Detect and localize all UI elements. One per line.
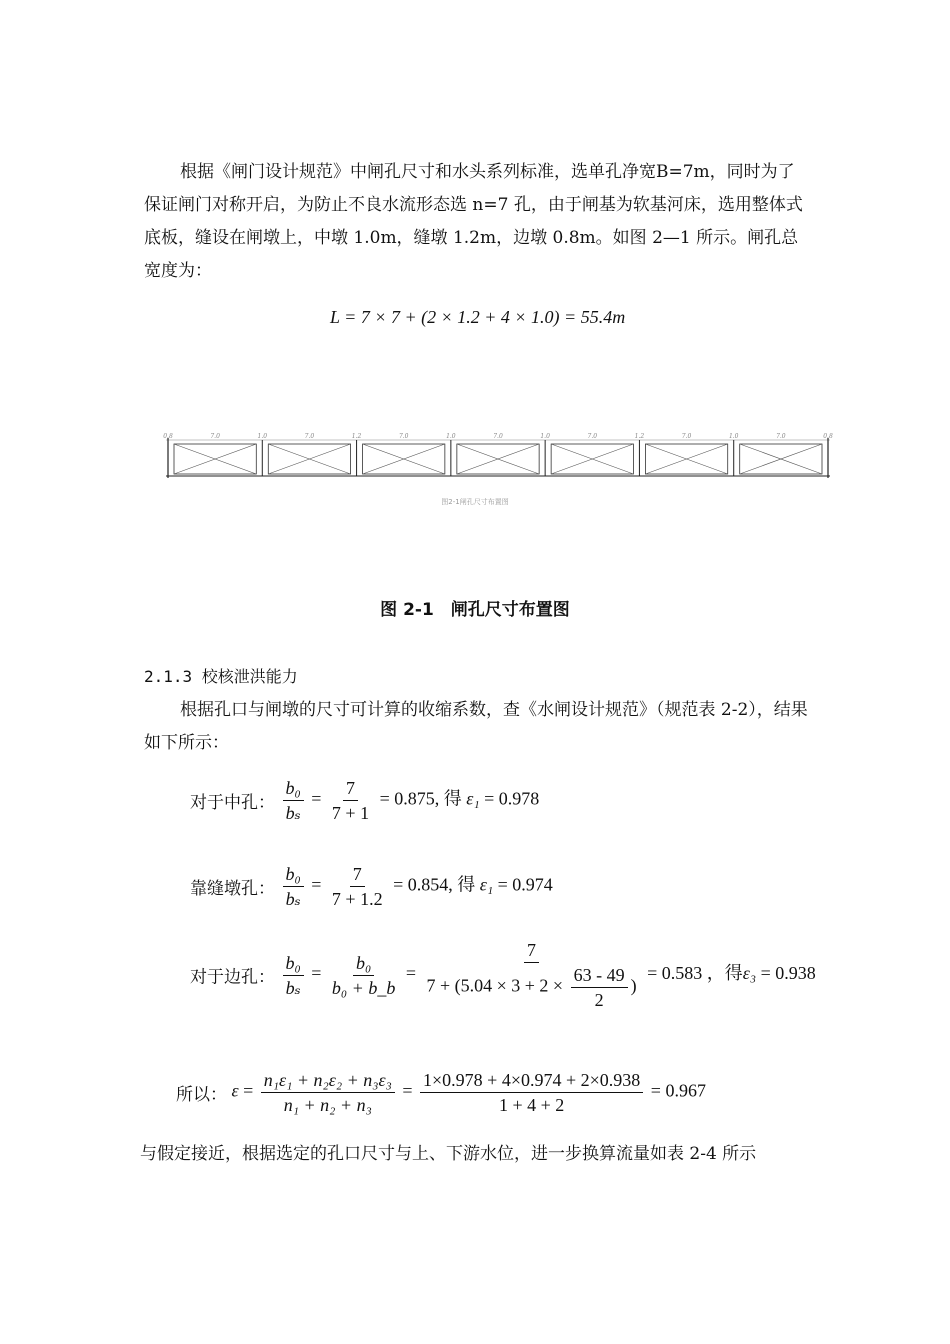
intro-paragraph bbox=[144, 156, 810, 288]
mid-result: = 0.875, 得 bbox=[379, 788, 462, 809]
total-num2: 1×0.978 + 4×0.974 + 2×0.938 bbox=[420, 1070, 643, 1093]
total-den: n₁ + n₂ + n₃ bbox=[283, 1095, 372, 1115]
edge-bay-equation: 对于边孔： $\frac{\text{b₀}}{\text{bₛ}}$ = $\frac{\text{b₀}}{\text{b₀ + b\_b}}$ = 7 7 + (5.04 × 3 + 2 × $\frac{63 - 49}{2}$ ) = 0.583 ，得ε₃ = 0.938 bbox=[190, 940, 816, 1010]
method-paragraph bbox=[144, 694, 810, 760]
total-den2: 1 + 4 + 2 bbox=[499, 1095, 565, 1115]
seam-eps: ε₁ bbox=[479, 874, 494, 895]
mid-bay-equation: 对于中孔： $\frac{\text{b₀}}{\text{bₛ}}$ = $\frac{7}{7 + 1}$ = 0.875, 得 ε₁ = 0.978 bbox=[190, 778, 540, 823]
dimension-label: 1.0 bbox=[540, 433, 550, 440]
mid-bay-label: 对于中孔： bbox=[190, 793, 275, 813]
method-text: 根据孔口与闸墩的尺寸可计算的收缩系数，查《水闸设计规范》（规范表 2-2），结果如下所示： bbox=[144, 700, 808, 753]
seam-eps-val: = 0.974 bbox=[497, 874, 553, 895]
mid-eps-val: = 0.978 bbox=[484, 788, 540, 809]
edge-result: = 0.583 bbox=[647, 963, 703, 984]
dimension-label: 7.0 bbox=[776, 433, 786, 440]
mid-num: 7 bbox=[343, 778, 358, 801]
intro-text: 根据《闸门设计规范》中闸孔尺寸和水头系列标准，选单孔净宽B=7m，同时为了保证闸门对称开启，为防止不良水流形态选 n=7 孔，由于闸基为软基河床，选用整体式底板，缝设在闸墩上，中墩 1.0m，缝墩 1.2m，边墩 0.8m。如图 2—1 所示。闸孔总宽度为： bbox=[144, 162, 803, 281]
dimension-label: 7.0 bbox=[493, 433, 503, 440]
ratio-num: b₀ bbox=[283, 778, 304, 801]
edge-eps-val: = 0.938 bbox=[760, 963, 816, 984]
dimension-label: 1.0 bbox=[257, 433, 268, 440]
dimension-label: 1.0 bbox=[728, 433, 739, 440]
figure-small-caption: 图2-1闸孔尺寸布置图 bbox=[441, 498, 509, 506]
ratio-den: bₛ bbox=[285, 977, 301, 998]
mid-den: 7 + 1 bbox=[331, 803, 370, 823]
edge-mid-den: b₀ + b_b bbox=[331, 977, 396, 998]
seam-pier-equation: 靠缝墩孔： $\frac{\text{b₀}}{\text{bₛ}}$ = $\frac{7}{7 + 1.2}$ = 0.854, 得 ε₁ = 0.974 bbox=[190, 864, 553, 909]
sluice-layout-figure bbox=[160, 430, 840, 490]
dimension-label: 0.8 bbox=[163, 433, 173, 440]
dimension-label: 1.2 bbox=[634, 433, 645, 440]
ratio-den: bₛ bbox=[285, 889, 301, 909]
seam-den: 7 + 1.2 bbox=[331, 889, 383, 909]
edge-inner-num: 63 - 49 bbox=[571, 965, 628, 988]
total-num: n₁ε₁ + n₂ε₂ + n₃ε₃ bbox=[261, 1070, 395, 1093]
total-coefficient-equation: 所以： ε = $\frac{\text{n₁ε₁ + n₂ε₂ + n₃ε₃}}{\text{n₁ + n₂ + n₃}}$ = $\frac{1\times 0.978 + 4\times 0.974 + 2\times 0.938}{1 + 4 + 2}$ = 0.967 bbox=[176, 1070, 706, 1115]
figure-caption: 图 2-1 闸孔尺寸布置图 bbox=[380, 600, 570, 620]
edge-label: 对于边孔： bbox=[190, 967, 275, 988]
dimension-label: 7.0 bbox=[681, 433, 692, 440]
section-heading: 2.1.3 校核泄洪能力 bbox=[144, 667, 298, 686]
conclusion-text: 与假定接近，根据选定的孔口尺寸与上、下游水位，进一步换算流量如表 2-4 所示 bbox=[140, 1144, 757, 1164]
total-eps: ε bbox=[231, 1080, 239, 1101]
edge-num: 7 bbox=[524, 940, 539, 963]
total-label: 所以： bbox=[176, 1085, 227, 1105]
dimension-label: 0.8 bbox=[823, 433, 833, 440]
edge-eps: ε₃ bbox=[742, 963, 757, 984]
mid-eps: ε₁ bbox=[466, 788, 480, 809]
edge-den: 7 + (5.04 × 3 + 2 × $\frac{63 - 49}{2}$ ) bbox=[426, 965, 637, 1010]
dimension-label: 7.0 bbox=[398, 433, 409, 440]
edge-de: ，得 bbox=[706, 963, 743, 984]
dimension-label: 7.0 bbox=[304, 433, 315, 440]
ratio-num: b₀ bbox=[283, 864, 304, 887]
dimension-label: 1.2 bbox=[351, 433, 362, 440]
dimension-label: 7.0 bbox=[210, 433, 220, 440]
total-width-equation: L = 7 × 7 + (2 × 1.2 + 4 × 1.0) = 55.4m bbox=[330, 307, 626, 327]
total-result: = 0.967 bbox=[650, 1080, 706, 1101]
conclusion-paragraph bbox=[140, 1138, 820, 1171]
edge-mid-num: b₀ bbox=[353, 953, 374, 976]
figure-bays bbox=[168, 438, 828, 478]
dimension-label: 7.0 bbox=[587, 433, 598, 440]
figure-dimension-labels bbox=[163, 433, 833, 440]
seam-num: 7 bbox=[350, 864, 365, 887]
dimension-label: 1.0 bbox=[446, 433, 456, 440]
seam-label: 靠缝墩孔： bbox=[190, 879, 275, 899]
ratio-den: bₛ bbox=[285, 803, 301, 823]
edge-inner-den: 2 bbox=[594, 990, 604, 1010]
ratio-num: b₀ bbox=[283, 953, 304, 976]
seam-result: = 0.854, 得 bbox=[393, 874, 476, 895]
